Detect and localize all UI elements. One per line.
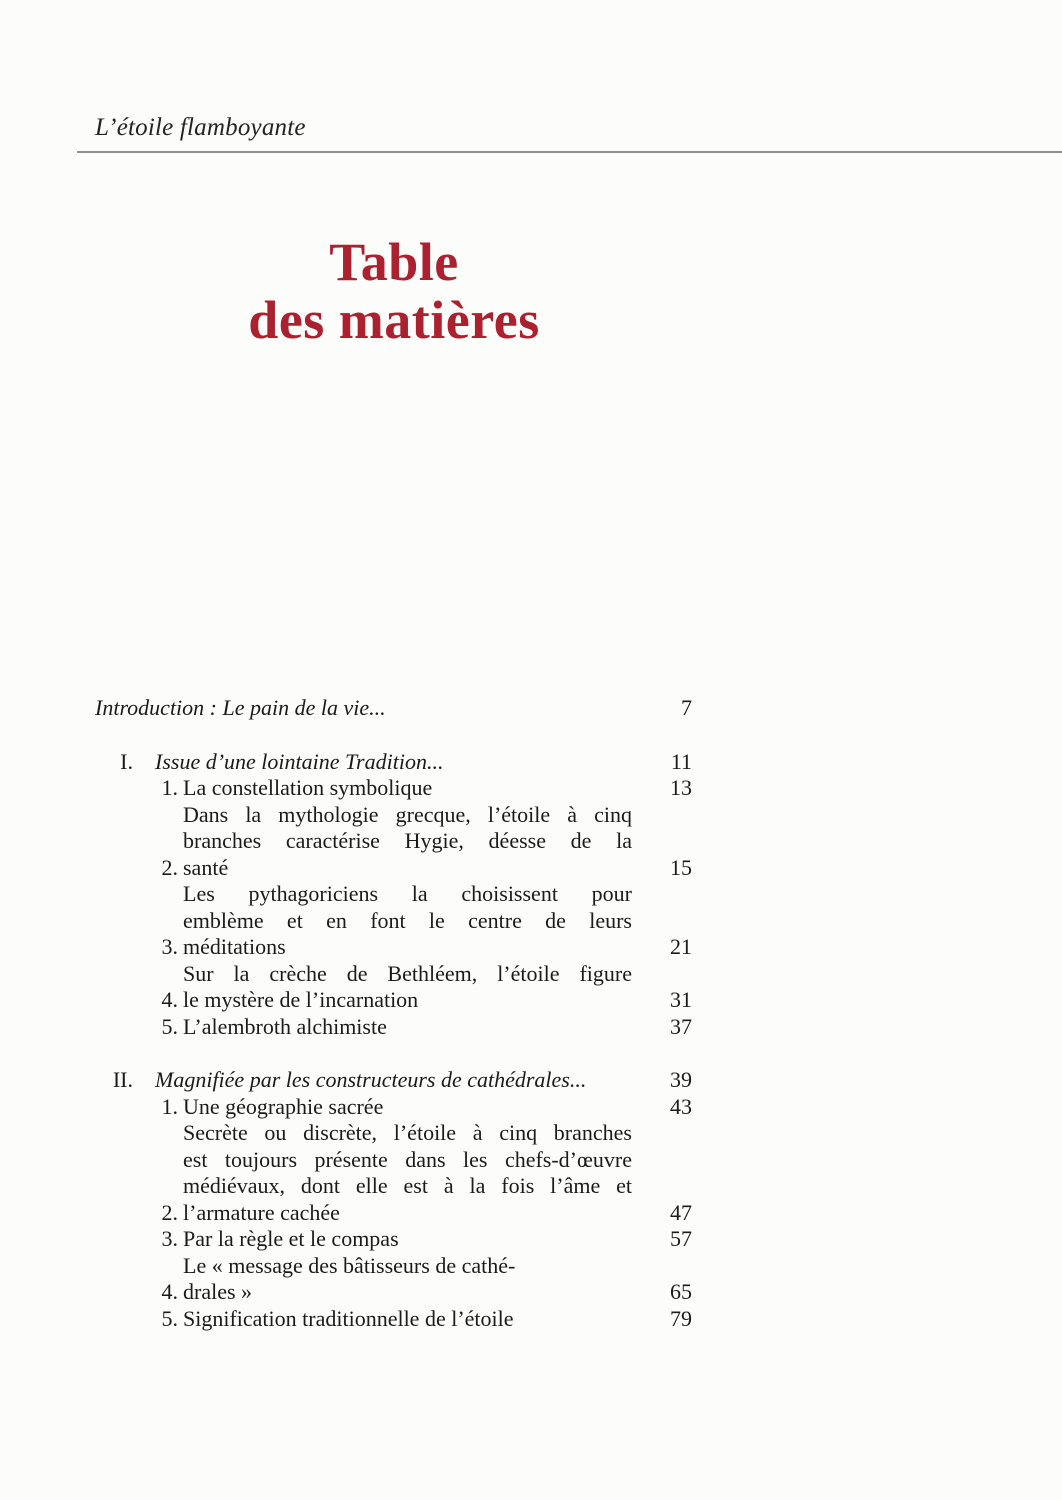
item-text — [183, 1014, 632, 1041]
item-line: Signification traditionnelle de l’étoile — [183, 1305, 514, 1331]
toc-section-heading — [95, 749, 692, 776]
toc-item — [95, 1014, 692, 1041]
header-rule — [77, 151, 1062, 153]
section-title: Magnifiée par les constructeurs de cathédrales... — [155, 1067, 587, 1092]
item-line: L’alembroth alchimiste — [183, 1013, 387, 1039]
page-title-line1: Table — [329, 232, 459, 292]
item-line: médiévaux, dont elle est à la fois l’âme et — [183, 1173, 632, 1198]
item-page-number: 79 — [670, 1305, 692, 1331]
item-line: l’armature cachée — [183, 1199, 340, 1225]
item-page-number: 13 — [670, 775, 692, 800]
toc-item — [95, 775, 692, 802]
item-line: est toujours présente dans les chefs-d’œuvre — [183, 1146, 632, 1172]
section-page-number: 39 — [670, 1067, 692, 1092]
item-line: Le « message des bâtisseurs de cathé- — [183, 1252, 516, 1278]
item-line: santé — [183, 854, 229, 880]
item-text — [183, 1120, 632, 1226]
toc-item — [95, 1306, 692, 1333]
introduction-page-number: 7 — [681, 695, 692, 720]
item-page-number: 37 — [670, 1013, 692, 1039]
item-page-number: 47 — [670, 1199, 692, 1225]
section-numeral: II. — [112, 1067, 133, 1092]
item-page-number: 31 — [670, 987, 692, 1012]
item-number: 4. — [161, 987, 178, 1012]
item-number: 1. — [161, 1093, 178, 1119]
item-line: Une géographie sacrée — [183, 1093, 384, 1119]
item-page-number: 65 — [670, 1279, 692, 1304]
toc-section-1 — [95, 749, 692, 1041]
item-line: le mystère de l’incarnation — [183, 987, 419, 1012]
toc-item — [95, 1226, 692, 1253]
item-text — [183, 802, 632, 882]
section-title: Issue d’une lointaine Tradition... — [155, 748, 444, 774]
item-number: 4. — [161, 1279, 178, 1304]
item-number: 1. — [161, 775, 178, 800]
item-line: Sur la crèche de Bethléem, l’étoile figure — [183, 960, 632, 986]
item-page-number: 21 — [670, 934, 692, 959]
item-text — [183, 1094, 632, 1121]
item-line: branches caractérise Hygie, déesse de la — [183, 828, 632, 853]
page-title — [94, 233, 694, 349]
item-number: 2. — [161, 1199, 178, 1225]
toc-entry-introduction — [95, 695, 692, 722]
item-text — [183, 881, 632, 961]
toc-sections — [95, 749, 692, 1333]
toc-section-heading — [95, 1067, 692, 1094]
item-text — [183, 1226, 632, 1253]
item-page-number: 43 — [670, 1093, 692, 1119]
running-header: L’étoile flamboyante — [95, 114, 306, 141]
item-line: drales » — [183, 1279, 253, 1304]
toc-item — [95, 881, 692, 961]
section-page-number: 11 — [670, 748, 692, 774]
item-line: La constellation symbolique — [183, 775, 433, 800]
page-title-line2: des matières — [248, 290, 540, 350]
item-line: Dans la mythologie grecque, l’étoile à cinq — [183, 801, 632, 827]
item-number: 2. — [161, 854, 178, 880]
item-text — [183, 1253, 632, 1306]
introduction-label: Introduction : Le pain de la vie... — [95, 695, 386, 720]
item-text — [183, 775, 632, 802]
item-line: Par la règle et le compas — [183, 1226, 399, 1251]
item-line: Les pythagoriciens la choisissent pour — [183, 881, 632, 906]
table-of-contents — [95, 695, 692, 1332]
item-line: emblème et en font le centre de leurs — [183, 907, 632, 933]
item-text — [183, 1306, 632, 1333]
toc-item — [95, 1120, 692, 1226]
toc-item — [95, 802, 692, 882]
toc-item — [95, 1094, 692, 1121]
item-number: 5. — [161, 1013, 178, 1039]
toc-item — [95, 961, 692, 1014]
item-number: 3. — [161, 934, 178, 959]
item-page-number: 57 — [670, 1226, 692, 1251]
section-numeral: I. — [120, 748, 133, 774]
toc-section-2 — [95, 1067, 692, 1332]
item-line: Secrète ou discrète, l’étoile à cinq branches — [183, 1120, 632, 1145]
item-text — [183, 961, 632, 1014]
item-number: 5. — [161, 1305, 178, 1331]
toc-item — [95, 1253, 692, 1306]
item-number: 3. — [161, 1226, 178, 1251]
item-page-number: 15 — [670, 854, 692, 880]
item-line: méditations — [183, 934, 286, 959]
